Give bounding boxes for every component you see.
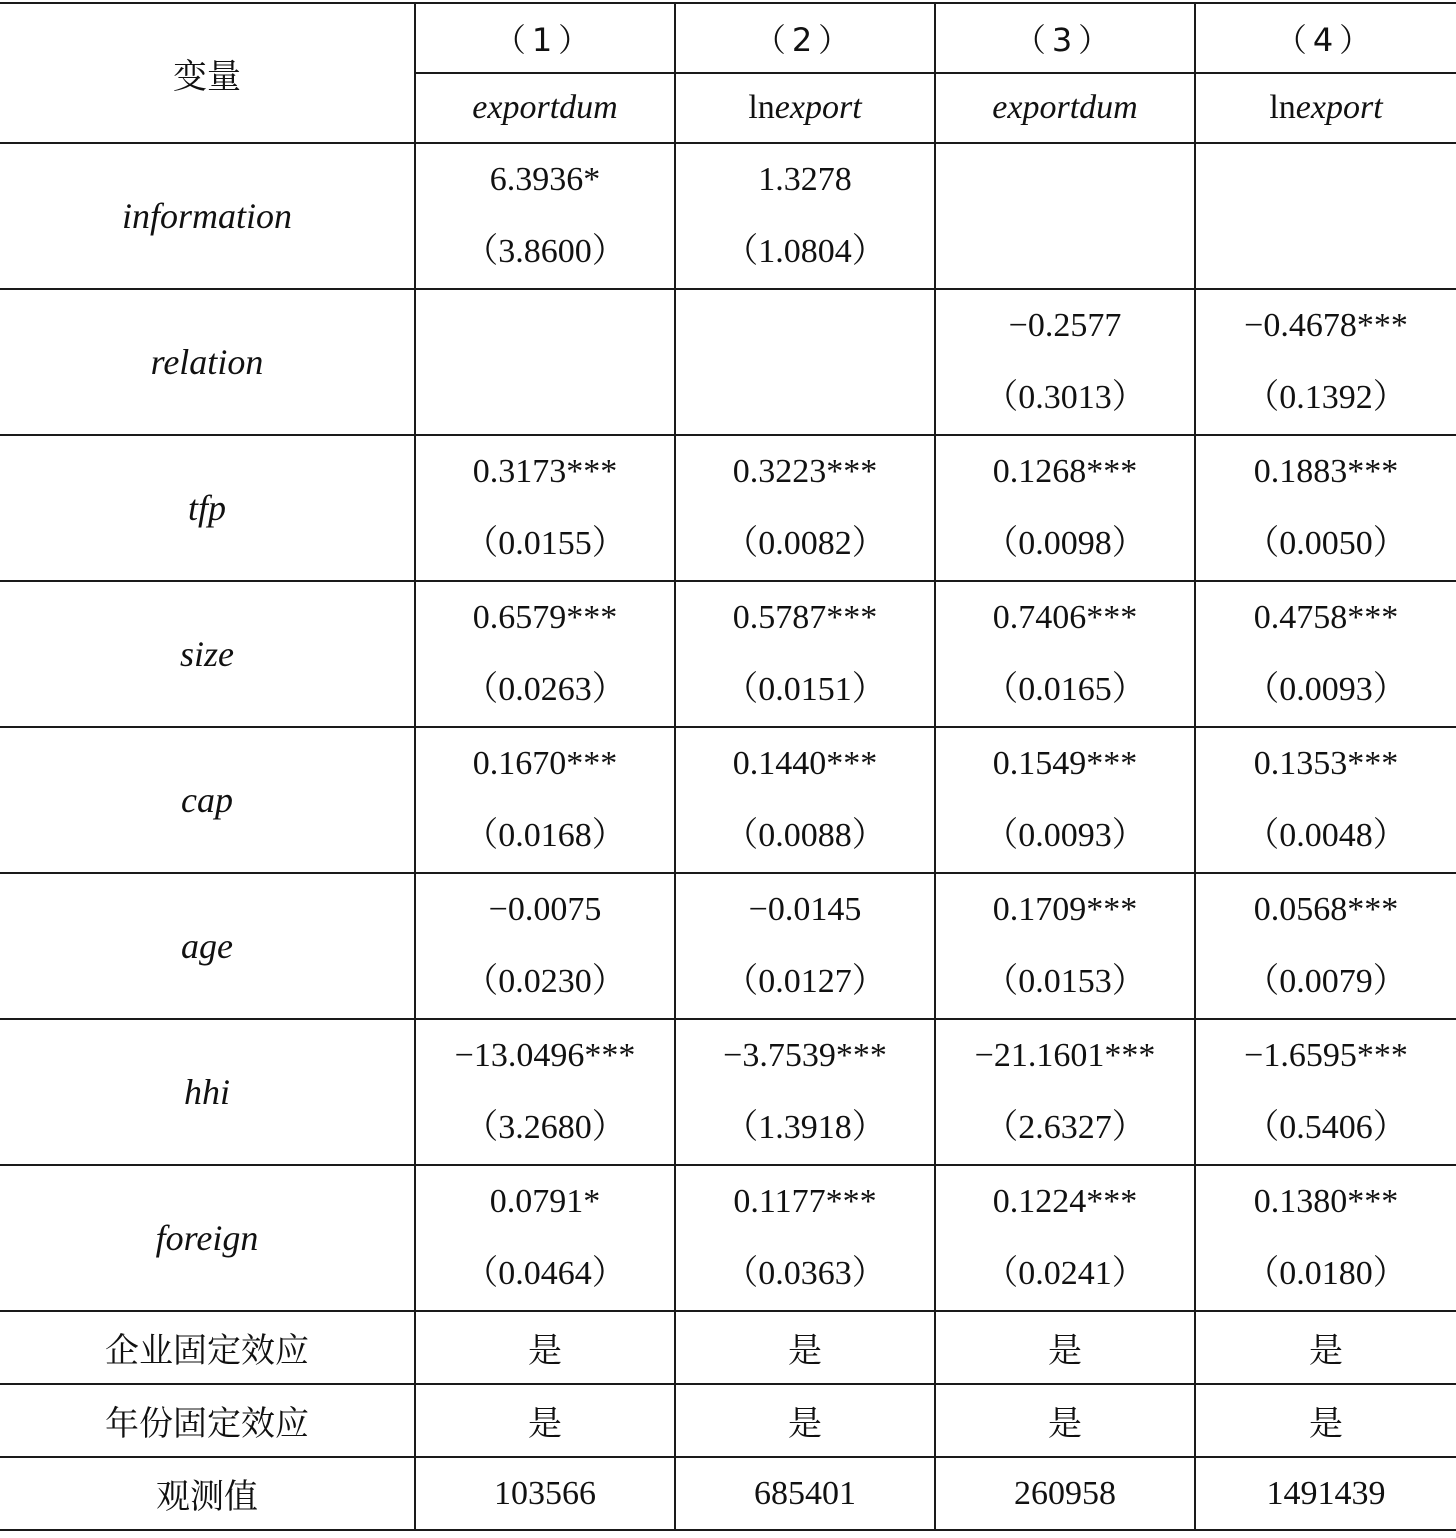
standard-error: （0.0050） <box>1245 525 1407 562</box>
standard-error: （0.0241） <box>984 1255 1146 1292</box>
estimate-cell <box>415 1019 675 1165</box>
column-number-3: （3） <box>935 3 1195 73</box>
estimate-cell <box>415 1165 675 1311</box>
variable-name: age <box>0 873 415 1019</box>
row-label: 企业固定效应 <box>0 1311 415 1384</box>
standard-error: （0.0153） <box>984 963 1146 1000</box>
flag-cell: 是 <box>1195 1311 1456 1384</box>
table-row-relation <box>0 289 1456 435</box>
coefficient: −1.6595*** <box>1244 1037 1408 1074</box>
flag-cell: 是 <box>415 1311 675 1384</box>
coefficient: −0.4678*** <box>1244 307 1408 344</box>
estimate-cell <box>1195 581 1456 727</box>
standard-error: （0.0165） <box>984 671 1146 708</box>
observation-count: 685401 <box>675 1457 935 1530</box>
coefficient: 0.1268*** <box>992 453 1138 490</box>
table-row-information <box>0 143 1456 289</box>
flag-cell: 是 <box>675 1384 935 1457</box>
flag-cell: 是 <box>675 1311 935 1384</box>
variable-name: information <box>0 143 415 289</box>
coefficient: −0.0075 <box>488 891 602 928</box>
standard-error: （0.0464） <box>464 1255 626 1292</box>
table-row-hhi <box>0 1019 1456 1165</box>
header-row-column-numbers <box>0 3 1456 73</box>
flag-cell: 是 <box>935 1311 1195 1384</box>
estimate-cell <box>935 435 1195 581</box>
coefficient: 0.5787*** <box>732 599 878 636</box>
estimate-cell <box>935 1165 1195 1311</box>
regression-table <box>0 2 1456 1531</box>
table-row-age <box>0 873 1456 1019</box>
estimate-cell <box>935 289 1195 435</box>
observation-count: 103566 <box>415 1457 675 1530</box>
estimate-cell <box>675 289 935 435</box>
estimate-cell <box>675 1019 935 1165</box>
dependent-variable-4 <box>1195 73 1456 143</box>
variable-name: cap <box>0 727 415 873</box>
column-number-4: （4） <box>1195 3 1456 73</box>
estimate-cell <box>675 435 935 581</box>
coefficient: 0.1709*** <box>992 891 1138 928</box>
estimate-cell <box>415 581 675 727</box>
table-row-firm-fixed-effects <box>0 1311 1456 1384</box>
coefficient: 0.0568*** <box>1253 891 1399 928</box>
dependent-variable-3 <box>935 73 1195 143</box>
dependent-variable-name: export <box>1295 89 1383 126</box>
table-row-size <box>0 581 1456 727</box>
standard-error: （0.0363） <box>724 1255 886 1292</box>
estimate-cell <box>675 581 935 727</box>
standard-error: （0.0151） <box>724 671 886 708</box>
coefficient: 0.6579*** <box>472 599 618 636</box>
dependent-variable-name: exportdum <box>992 89 1138 126</box>
standard-error: （0.0079） <box>1245 963 1407 1000</box>
standard-error: （0.0082） <box>724 525 886 562</box>
standard-error: （0.0093） <box>1245 671 1407 708</box>
flag-cell: 是 <box>1195 1384 1456 1457</box>
dependent-variable-2 <box>675 73 935 143</box>
variable-header: 变量 <box>0 3 415 143</box>
estimate-cell <box>935 873 1195 1019</box>
standard-error: （0.5406） <box>1245 1109 1407 1146</box>
estimate-cell <box>935 727 1195 873</box>
estimate-cell <box>1195 1019 1456 1165</box>
observation-count: 260958 <box>935 1457 1195 1530</box>
estimate-cell <box>1195 289 1456 435</box>
observation-count: 1491439 <box>1195 1457 1456 1530</box>
dependent-variable-prefix: ln <box>1269 89 1296 126</box>
coefficient: 1.3278 <box>758 161 852 198</box>
row-label: 年份固定效应 <box>0 1384 415 1457</box>
coefficient: 0.3223*** <box>732 453 878 490</box>
table-row-tfp <box>0 435 1456 581</box>
coefficient: −21.1601*** <box>974 1037 1156 1074</box>
column-number-2: （2） <box>675 3 935 73</box>
variable-name: size <box>0 581 415 727</box>
standard-error: （0.3013） <box>984 379 1146 416</box>
coefficient: 0.0791* <box>489 1183 601 1220</box>
standard-error: （0.0168） <box>464 817 626 854</box>
standard-error: （0.0263） <box>464 671 626 708</box>
coefficient: 0.4758*** <box>1253 599 1399 636</box>
standard-error: （0.0093） <box>984 817 1146 854</box>
coefficient: 0.3173*** <box>472 453 618 490</box>
estimate-cell <box>1195 873 1456 1019</box>
dependent-variable-name: exportdum <box>472 89 618 126</box>
coefficient: 0.1177*** <box>733 1183 877 1220</box>
table-row-observations <box>0 1457 1456 1530</box>
coefficient: −13.0496*** <box>454 1037 636 1074</box>
estimate-cell <box>415 727 675 873</box>
standard-error: （0.1392） <box>1245 379 1407 416</box>
table-row-foreign <box>0 1165 1456 1311</box>
estimate-cell <box>415 289 675 435</box>
estimate-cell <box>675 1165 935 1311</box>
standard-error: （0.0098） <box>984 525 1146 562</box>
standard-error: （3.8600） <box>464 233 626 270</box>
coefficient: 0.1883*** <box>1253 453 1399 490</box>
coefficient: 0.1549*** <box>992 745 1138 782</box>
row-label: 观测值 <box>0 1457 415 1530</box>
estimate-cell <box>675 873 935 1019</box>
coefficient: 0.1670*** <box>472 745 618 782</box>
estimate-cell <box>1195 435 1456 581</box>
dependent-variable-1 <box>415 73 675 143</box>
estimate-cell <box>675 727 935 873</box>
standard-error: （0.0088） <box>724 817 886 854</box>
dependent-variable-name: export <box>774 89 862 126</box>
variable-name: tfp <box>0 435 415 581</box>
estimate-cell <box>675 143 935 289</box>
estimate-cell <box>1195 727 1456 873</box>
dependent-variable-prefix: ln <box>748 89 775 126</box>
standard-error: （1.3918） <box>724 1109 886 1146</box>
coefficient: 0.1353*** <box>1253 745 1399 782</box>
standard-error: （0.0180） <box>1245 1255 1407 1292</box>
coefficient: −0.2577 <box>1008 307 1122 344</box>
coefficient: 0.1440*** <box>732 745 878 782</box>
coefficient: −3.7539*** <box>723 1037 887 1074</box>
estimate-cell <box>935 581 1195 727</box>
estimate-cell <box>415 143 675 289</box>
flag-cell: 是 <box>935 1384 1195 1457</box>
table-row-year-fixed-effects <box>0 1384 1456 1457</box>
standard-error: （0.0048） <box>1245 817 1407 854</box>
coefficient: 6.3936* <box>489 161 601 198</box>
table-row-cap <box>0 727 1456 873</box>
variable-name: hhi <box>0 1019 415 1165</box>
estimate-cell <box>1195 1165 1456 1311</box>
standard-error: （3.2680） <box>464 1109 626 1146</box>
flag-cell: 是 <box>415 1384 675 1457</box>
estimate-cell <box>415 435 675 581</box>
estimate-cell <box>935 143 1195 289</box>
coefficient: 0.7406*** <box>992 599 1138 636</box>
estimate-cell <box>415 873 675 1019</box>
standard-error: （0.0230） <box>464 963 626 1000</box>
variable-name: relation <box>0 289 415 435</box>
coefficient: 0.1224*** <box>992 1183 1138 1220</box>
standard-error: （0.0155） <box>464 525 626 562</box>
standard-error: （1.0804） <box>724 233 886 270</box>
coefficient: 0.1380*** <box>1253 1183 1399 1220</box>
standard-error: （0.0127） <box>724 963 886 1000</box>
estimate-cell <box>1195 143 1456 289</box>
variable-name: foreign <box>0 1165 415 1311</box>
coefficient: −0.0145 <box>748 891 862 928</box>
standard-error: （2.6327） <box>984 1109 1146 1146</box>
estimate-cell <box>935 1019 1195 1165</box>
column-number-1: （1） <box>415 3 675 73</box>
